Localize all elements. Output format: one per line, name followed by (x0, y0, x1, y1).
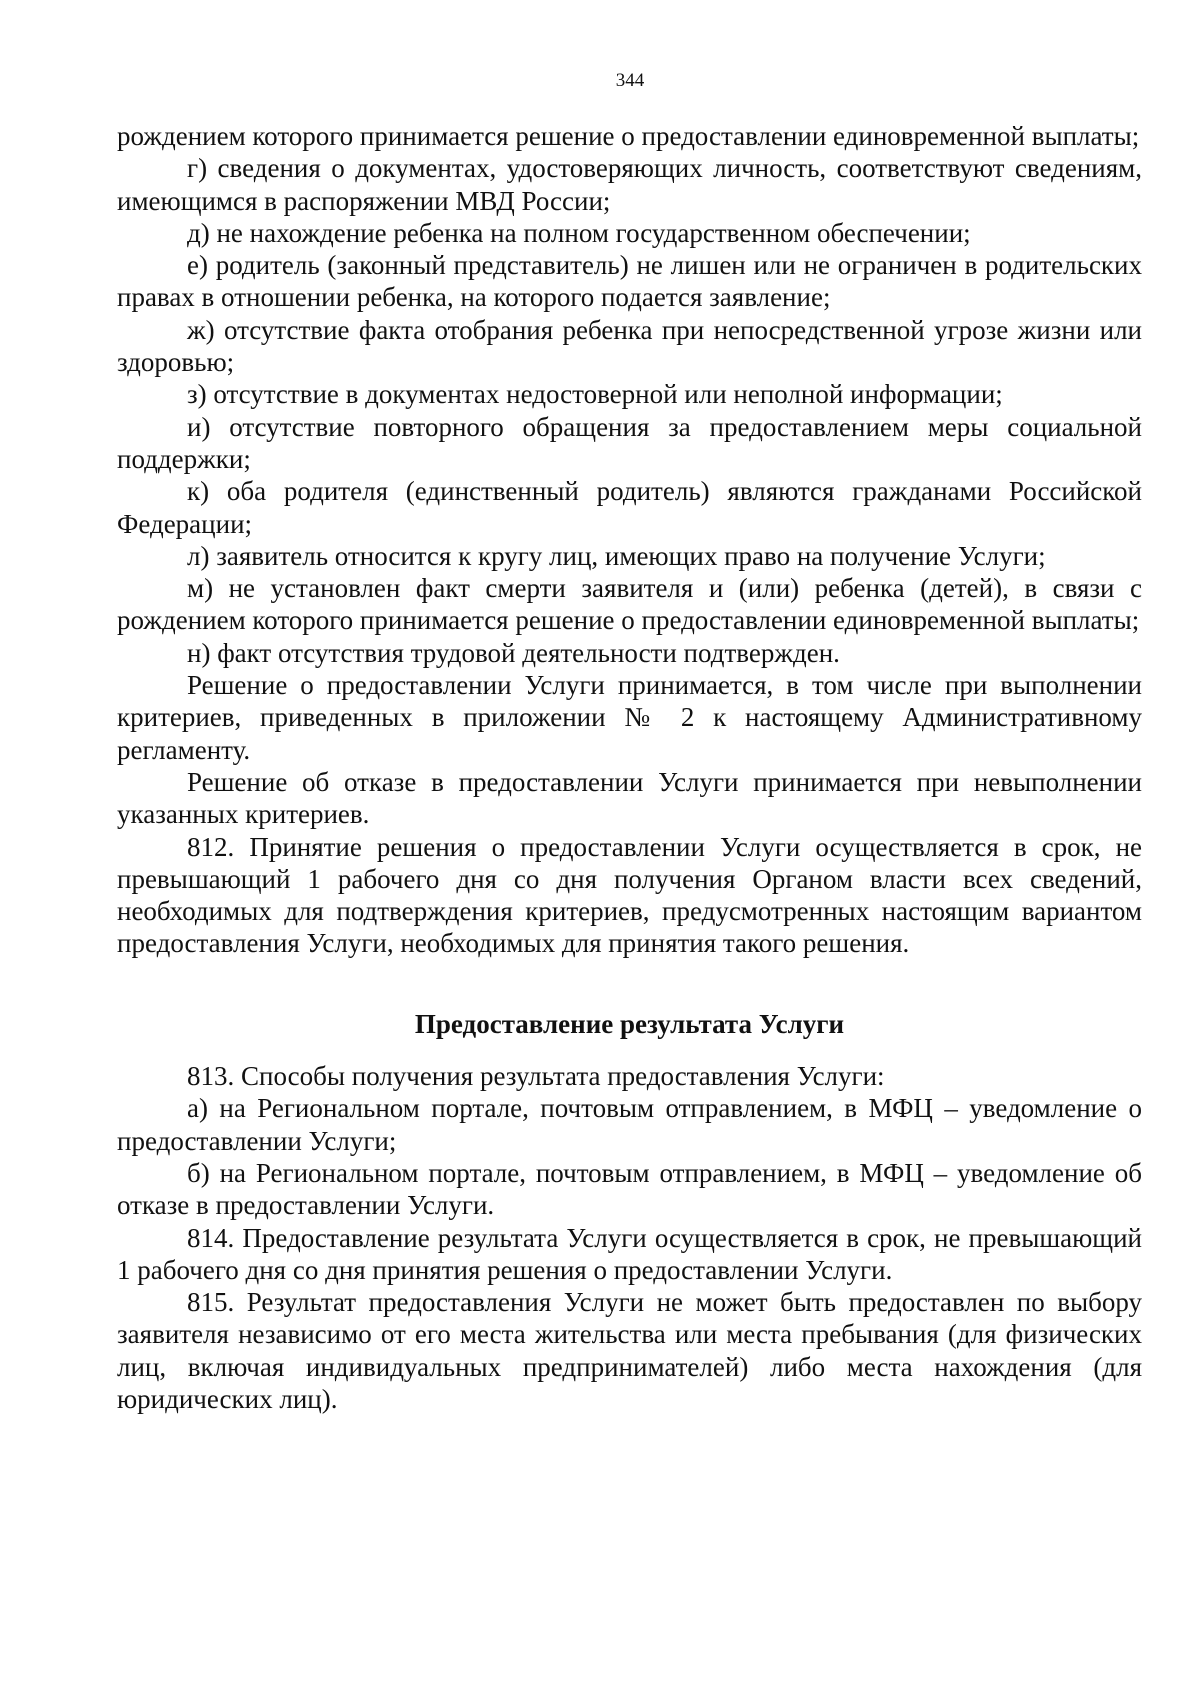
list-item-zh: ж) отсутствие факта отобрания ребенка при непосредственной угрозе жизни или здоровью; (117, 314, 1142, 378)
list-item-k: к) оба родителя (единственный родитель) являются гражданами Российской Федерации; (117, 476, 1142, 539)
list-item-d: д) не нахождение ребенка на полном государственном обеспечении; (187, 217, 971, 248)
paragraph-815: 815. Результат предоставления Услуги не может быть предоставлен по выбору заявителя независимо от его места жительства или места пребывания (для физических лиц, включая индивидуальных предпринимателей) либо места нахождения (для юридических лиц). (117, 1287, 1142, 1414)
page-number: 344 (615, 70, 645, 91)
list-item-i: и) отсутствие повторного обращения за предоставлением меры социальной поддержки; (117, 411, 1142, 474)
paragraph-814: 814. Предоставление результата Услуги осуществляется в срок, не превышающий 1 рабочего дня со дня принятия решения о предоставлении Услуги. (117, 1222, 1142, 1285)
list-item-l: л) заявитель относится к кругу лиц, имеющих право на получение Услуги; (187, 540, 1046, 571)
list-item-e: е) родитель (законный представитель) не лишен или не ограничен в родительских правах в отношении ребенка, на которого подается заявление; (117, 250, 1142, 313)
paragraph-decision-grant: Решение о предоставлении Услуги принимается, в том числе при выполнении критериев, приведенных в приложении № 2 к настоящему Административному регламенту. (117, 670, 1142, 765)
paragraph-continuation: рождением которого принимается решение о предоставлении единовременной выплаты; (117, 121, 1140, 151)
list-item-a: а) на Региональном портале, почтовым отправлением, в МФЦ – уведомление о предоставлении Услуги; (117, 1093, 1142, 1156)
paragraph-813: 813. Способы получения результата предоставления Услуги: (187, 1061, 885, 1092)
list-item-m: м) не установлен факт смерти заявителя и (или) ребенка (детей), в связи с рождением которого принимается решение о предоставлении единовременной выплаты; (117, 573, 1142, 636)
list-item-n: н) факт отсутствия трудовой деятельности подтвержден. (187, 637, 840, 668)
list-item-b: б) на Региональном портале, почтовым отправлением, в МФЦ – уведомление об отказе в предоставлении Услуги. (117, 1157, 1142, 1221)
paragraph-decision-refusal: Решение об отказе в предоставлении Услуги принимается при невыполнении указанных критериев. (117, 766, 1142, 830)
paragraph-812: 812. Принятие решения о предоставлении Услуги осуществляется в срок, не превышающий 1 рабочего дня со дня получения Органом власти всех сведений, необходимых для подтверждения критериев, предусмотренных настоящим вариантом предоставления Услуги, необходимых для принятия такого решения. (117, 831, 1142, 959)
list-item-z: з) отсутствие в документах недостоверной или неполной информации; (187, 379, 1003, 410)
list-item-g: г) сведения о документах, удостоверяющих личность, соответствуют сведениям, имеющимся в распоряжении МВД России; (117, 153, 1142, 216)
section-heading: Предоставление результата Услуги (414, 1008, 845, 1039)
document-body (117, 120, 1142, 1415)
